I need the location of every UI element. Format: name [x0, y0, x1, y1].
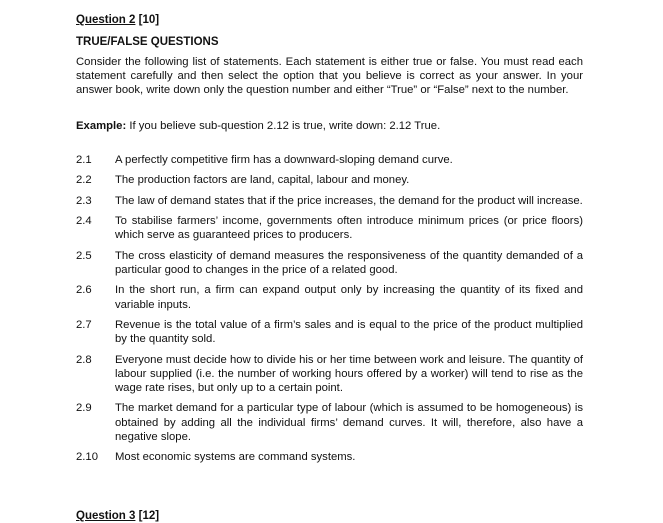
statement-number: 2.10: [76, 451, 98, 464]
statement-item: [76, 450, 583, 464]
question-3-heading: [76, 509, 159, 523]
example-label: Example:: [76, 120, 127, 132]
statement-text: Everyone must decide how to divide his or her time between work and leisure. The quantity of labour supplied (i.e. the number of working hours offered by a worker) will tend to rise as the wage rate rises, but only up to a certain point.: [115, 353, 583, 394]
statement-text: The cross elasticity of demand measures the responsiveness of the quantity demanded of a particular good to changes in the price of a related good.: [115, 249, 583, 276]
instructions-paragraph: Consider the following list of statements. Each statement is either true or false. You must read each statement carefully and then select the option that you believe is correct as your answer. In your answer book, write down only the question number and either “True” or “False” next to the number.: [76, 56, 583, 97]
statement-list: [76, 153, 583, 471]
statement-text: The production factors are land, capital, labour and money.: [115, 174, 410, 187]
question-2-heading: [76, 13, 159, 27]
statement-text: A perfectly competitive firm has a downward-sloping demand curve.: [115, 154, 453, 166]
statement-text: In the short run, a firm can expand output only by increasing the quantity of its fixed and variable inputs.: [115, 284, 583, 311]
statement-number: 2.7: [76, 318, 92, 331]
statement-item: [76, 318, 583, 346]
statement-item: [76, 153, 583, 167]
statement-number: 2.1: [76, 154, 92, 166]
statement-item: [76, 214, 583, 242]
statement-text: The law of demand states that if the price increases, the demand for the product will increase.: [115, 194, 583, 207]
statement-number: 2.2: [76, 174, 92, 187]
statement-text: Revenue is the total value of a firm’s sales and is equal to the price of the product multiplied by the quantity sold.: [115, 318, 583, 346]
statement-text: Most economic systems are command systems.: [115, 451, 356, 464]
statement-number: 2.3: [76, 194, 92, 207]
question-2-marks: [10]: [138, 14, 160, 26]
statement-item: [76, 194, 583, 208]
statement-number: 2.5: [76, 249, 92, 262]
statement-item: [76, 401, 583, 444]
statement-item: [76, 173, 583, 187]
statement-number: 2.8: [76, 353, 92, 366]
statement-text: The market demand for a particular type of labour (which is assumed to be homogeneous) is obtained by adding all the individual firms’ demand curves. It will, therefore, also have a negative slope.: [115, 402, 583, 443]
question-3-marks: [12]: [138, 510, 160, 522]
statement-number: 2.4: [76, 215, 92, 228]
statement-number: 2.9: [76, 402, 92, 415]
example-text: If you believe sub-question 2.12 is true, write down: 2.12 True.: [126, 120, 441, 132]
example-paragraph: [76, 119, 583, 133]
statement-text: To stabilise farmers’ income, governments often introduce minimum prices (or price floors) which serve as guaranteed prices to producers.: [115, 215, 583, 242]
question-2-title: Question 2: [76, 14, 136, 26]
statement-item: [76, 353, 583, 396]
statement-item: [76, 283, 583, 311]
statement-item: [76, 249, 583, 277]
question-3-title: Question 3: [76, 510, 136, 522]
section-title: TRUE/FALSE QUESTIONS: [76, 36, 219, 48]
statement-number: 2.6: [76, 284, 92, 297]
